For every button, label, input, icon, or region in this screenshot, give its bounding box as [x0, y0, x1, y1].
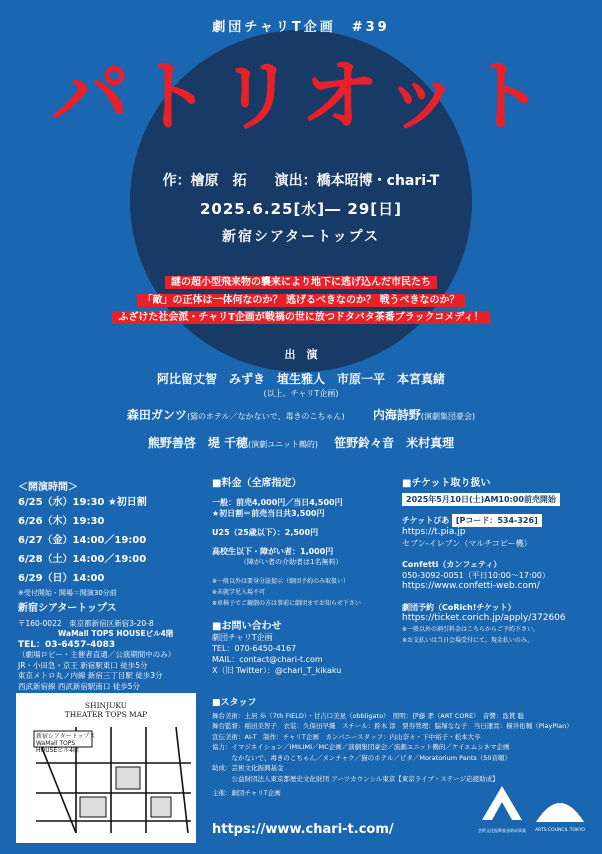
contact-line[interactable]: X（旧 Twitter）：@chari_T_kikaku	[212, 666, 342, 675]
seven-label: セブン-イレブン（マルチコピー機）	[402, 539, 532, 548]
price-and-contact	[212, 478, 392, 676]
schedule-row: 6/28（土）14:00／19:00	[18, 554, 147, 565]
sale-start-badge: 2025年5月10日(土)AM10:00前売開始	[402, 493, 560, 506]
venue-line: 〒160-0022 東京都新宿区新宿3-20-8	[18, 618, 154, 628]
price-line: ★初日割＝前売当日共3,500円	[212, 509, 325, 518]
price-heading: ■料金（全席指定）	[212, 478, 302, 489]
price-note: ※車椅子でご観劇の方は事前に劇団までお知らせ下さい	[212, 600, 361, 607]
pia-code: [Pコード：534-326]	[452, 514, 542, 527]
venue-line: 西武新宿線 西武新宿駅南口 徒歩5分	[18, 681, 141, 691]
venue-info	[18, 604, 208, 692]
pia-label: チケットぴあ	[402, 516, 450, 525]
cast-line-2: 森田ガンツ(猫のホテル／なかないで、毒きのこちゃん) 内海詩野(演劇集団豪会)	[126, 408, 476, 422]
price-line: 高校生以下・障がい者：1,000円	[212, 547, 334, 556]
schedule-row: 6/26（木）19:30	[18, 516, 105, 527]
contact-heading: ■お問い合わせ	[212, 621, 282, 632]
venue-map	[16, 693, 196, 843]
arts-council-logo-icon	[532, 788, 588, 824]
staff-line: 助成：芸術文化振興基金	[212, 764, 284, 772]
price-note: ※未就学児入場不可	[212, 589, 266, 596]
arts-fund-logo: 芸術文化振興基金助成事業	[478, 784, 526, 834]
performance-dates: 2025.6.25[水]― 29[日]	[200, 200, 402, 218]
price-line: U25（25歳以下）：2,500円	[212, 528, 319, 537]
cast-line-1: 阿比留丈智 みずき 埴生雅人 市原一平 本宮真緒	[156, 372, 445, 386]
pia-link[interactable]: https://t.pia.jp	[402, 527, 466, 537]
venue-line: （劇場ロビー・主催者直通／公演期間中のみ）	[18, 650, 176, 659]
corich-note: ※お支払いは当日会場受付にて。現金払いのみ。	[402, 637, 534, 644]
venue-line: JR・小田急・京王 新宿駅東口 徒歩5分	[18, 660, 148, 670]
schedule-row: 6/25（水）19:30 ★初日割	[18, 497, 147, 508]
arts-fund-logo-icon	[478, 784, 526, 824]
corich-label: 劇団予約（CoRich!チケット）	[402, 603, 516, 612]
price-note: ※一般以外は要身分証提示（劇団予約のみ取扱い）	[212, 578, 350, 585]
staff-line: 公益財団法人東京都歴史文化財団 アーツカウンシル東京【東京ライブ・ステージ応援助成】	[212, 774, 499, 783]
schedule-heading: ＜開演時間＞	[18, 482, 78, 493]
contact-line: TEL：070-6450-4167	[212, 644, 297, 653]
venue-line: WaMall TOPS HOUSEビル4階	[58, 629, 174, 638]
staff	[212, 698, 597, 799]
corich-link[interactable]: https://ticket.corich.jp/apply/372606	[402, 613, 566, 623]
cast-line-3: 熊野善啓 堤 千穂(演劇ユニット鵺的) 笹野鈴々音 米村真理	[147, 436, 455, 450]
troupe-name: 劇団チャリT企画 #39	[212, 20, 390, 35]
staff-line: 舞台監督：稲田美智子 衣装：久保田早織 スチール：鈴木 淳 票券管理：脇塚なな子 当日運営：横井佑輔（PlayPlan）	[212, 722, 573, 730]
schedule-note: ※受付開始・開場＝開演30分前	[18, 589, 117, 597]
venue-name: 新宿シアタートップス	[221, 229, 381, 245]
schedule-row: 6/29（日）14:00	[18, 573, 105, 584]
tagline-3: ふざけた社会派・チャリT企画が戦禍の世に放つドタバタ茶番ブラックコメディ！	[0, 305, 602, 324]
staff-line: 舞台美術：土居 歩（7th FIELD）・甘吉口美星（obbligato） 照明：伊藤 孝（ART CORE） 音響：島貫 聡	[212, 711, 524, 720]
staff-line: 宣伝美術：AI-T 制作：チャリT企画 カンパニースタッフ：内山奈々・下中裕子・松本大卒	[212, 732, 481, 741]
contact-line[interactable]: MAIL：contact@chari-t.com	[212, 655, 323, 664]
tickets-heading: ■チケット取り扱い	[402, 478, 491, 489]
map-label: 新宿シアタートップス WaMall TOPS HOUSEビル4階	[36, 733, 96, 754]
arts-council-logo: ARTS COUNCIL TOKYO	[532, 788, 588, 834]
cast-heading: 出 演	[284, 348, 318, 361]
schedule	[18, 478, 203, 598]
price-line: （障がい者の介助者は1名無料）	[240, 558, 343, 566]
tagline-2: 「敵」の正体は一体何なのか？ 逃げるべきなのか？ 戦うべきなのか？	[0, 288, 602, 307]
website-link[interactable]: https://www.chari-t.com/	[212, 822, 394, 837]
venue-line: 東京メトロ丸ノ内線 新宿三丁目駅 徒歩3分	[18, 671, 163, 680]
venue-line: TEL：03-6457-4083	[18, 639, 116, 650]
staff-heading: ■スタッフ	[212, 698, 257, 708]
schedule-row: 6/27（金）14:00／19:00	[18, 535, 147, 546]
tickets	[402, 478, 597, 646]
play-title: パトリオット	[51, 52, 551, 142]
staff-line: なかないで、毒きのこちゃん／ヌンチャク／猫のホテル／ピタ／Moratorium Pants（50音順）	[212, 753, 512, 762]
venue-info-heading: 新宿シアタートップス	[18, 603, 117, 614]
corich-note: ※一般以外の割引料金はこちらからご予約下さい。	[402, 626, 540, 633]
cast-line-1-note: (以上、チャリT企画)	[263, 389, 339, 398]
staff-line: 協力：イマジネイション／IMILIMI／MC企画／演劇集団豪会／演劇ユニット鵺的／ケイエムシネマ企画	[212, 743, 510, 751]
confetti-tel: 050-3092-0051（平日10:00〜17:00）	[402, 571, 550, 580]
contact-line: 劇団チャリT企画	[212, 633, 273, 642]
map-title: SHINJUKU THEATER TOPS MAP	[64, 701, 148, 719]
tagline-1: 謎の超小型飛来物の襲来により地下に逃げ込んだ市民たち	[0, 270, 602, 289]
credits: 作：檜原 拓 演出：橋本昭博・chari-T	[162, 173, 440, 189]
confetti-label: Confetti（カンフェティ）	[402, 560, 502, 569]
confetti-link[interactable]: https://www.confetti-web.com/	[402, 581, 540, 591]
staff-line: 主催：劇団チャリT企画	[212, 789, 281, 797]
price-line: 一般：前売4,000円／当日4,500円	[212, 498, 343, 507]
